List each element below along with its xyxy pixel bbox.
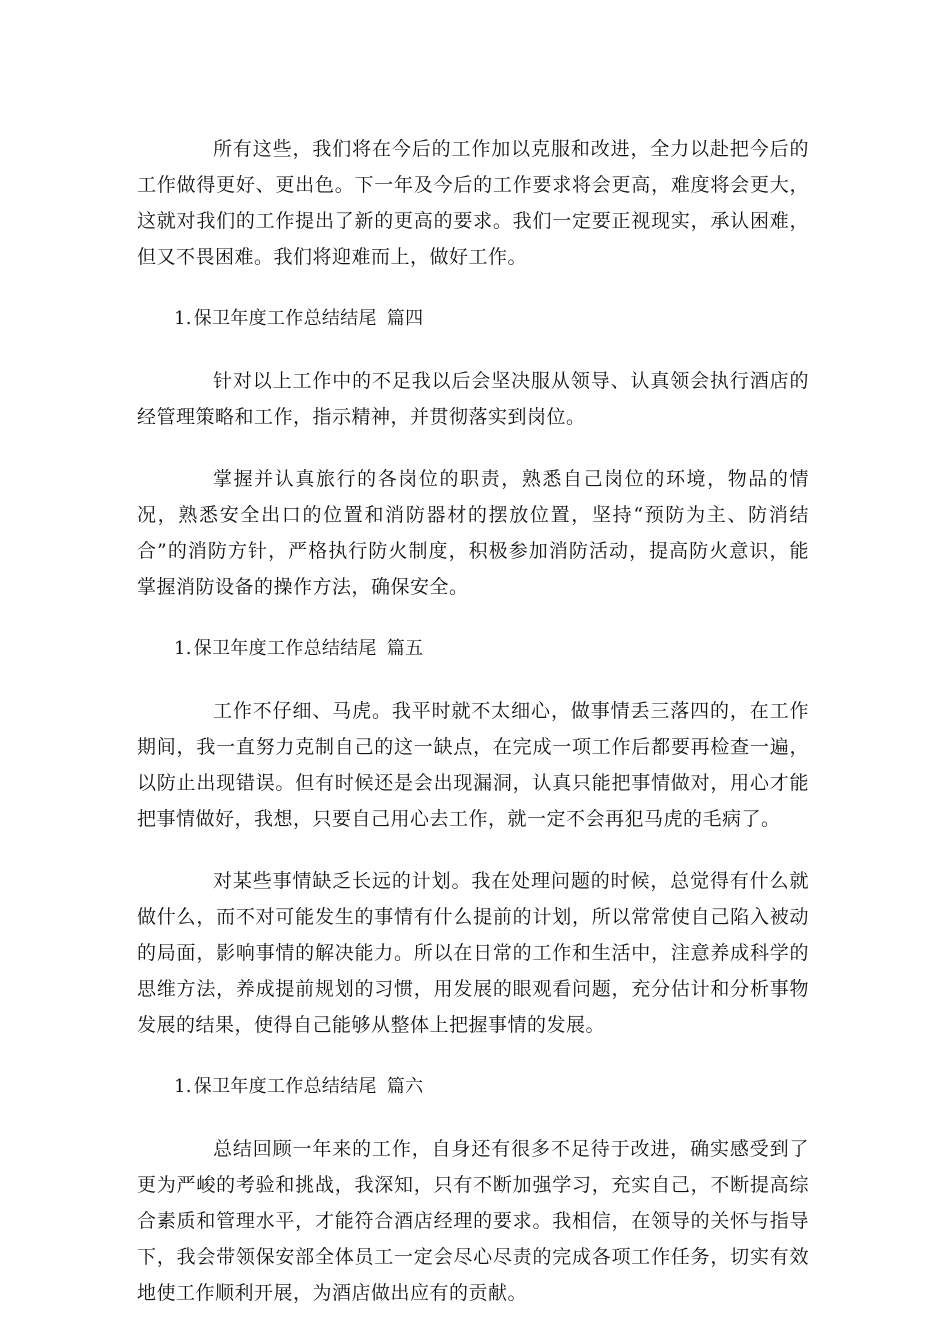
heading-number: 1. [174, 638, 192, 659]
paragraph-carelessness: 工作不仔细、马虎。我平时就不太细心，做事情丢三落四的，在工作期间，我一直努力克制自己的这一缺点，在完成一项工作后都要再检查一遍，以防止出现错误。但有时候还是会出现漏洞，认真只能把事情做对，用心才能把事情做好，我想，只要自己用心去工作，就一定不会再犯马虎的毛病了。 [137, 700, 809, 830]
paragraph-obey-leadership: 针对以上工作中的不足我以后会坚决服从领导、认真领会执行酒店的经管理策略和工作，指示精神，并贯彻落实到岗位。 [137, 370, 809, 428]
section-heading-part-5 [137, 631, 809, 667]
heading-title: 保卫年度工作总结结尾 [193, 1076, 377, 1097]
paragraph-year-review: 总结回顾一年来的工作，自身还有很多不足待于改进，确实感受到了更为严峻的考验和挑战，我深知，只有不断加强学习，充实自己，不断提高综合素质和管理水平，才能符合酒店经理的要求。我相信，在领导的关怀与指导下，我会带领保安部全体员工一定会尽心尽责的完成各项工作任务，切实有效地使工作顺利开展，为酒店做出应有的贡献。 [137, 1138, 809, 1304]
heading-part-label: 篇六 [386, 1076, 424, 1097]
section-heading-part-6 [137, 1069, 809, 1105]
heading-number: 1. [174, 1076, 192, 1097]
heading-part-label: 篇四 [386, 308, 424, 329]
section-heading-part-4 [137, 301, 809, 337]
paragraph-long-term-planning: 对某些事情缺乏长远的计划。我在处理问题的时候，总觉得有什么就做什么，而不对可能发生的事情有什么提前的计划，所以常常使自己陷入被动的局面，影响事情的解决能力。所以在日常的工作和生活中，注意养成科学的思维方法，养成提前规划的习惯，用发展的眼观看问题，充分估计和分析事物发展的结果，使得自己能够从整体上把握事情的发展。 [137, 870, 809, 1036]
heading-part-label: 篇五 [386, 638, 424, 659]
document-body [137, 131, 809, 1311]
heading-number: 1. [174, 308, 192, 329]
heading-title: 保卫年度工作总结结尾 [193, 638, 377, 659]
heading-title: 保卫年度工作总结结尾 [193, 308, 377, 329]
paragraph-fire-safety: 掌握并认真旅行的各岗位的职责，熟悉自己岗位的环境，物品的情况，熟悉安全出口的位置和消防器材的摆放位置，坚持“预防为主、防消结合”的消防方针，严格执行防火制度，积极参加消防活动，提高防火意识，能掌握消防设备的操作方法，确保安全。 [137, 468, 809, 598]
paragraph-closing-remarks: 所有这些，我们将在今后的工作加以克服和改进，全力以赴把今后的工作做得更好、更出色。下一年及今后的工作要求将会更高，难度将会更大，这就对我们的工作提出了新的更高的要求。我们一定要正视现实，承认困难，但又不畏困难。我们将迎难而上，做好工作。 [137, 138, 809, 268]
